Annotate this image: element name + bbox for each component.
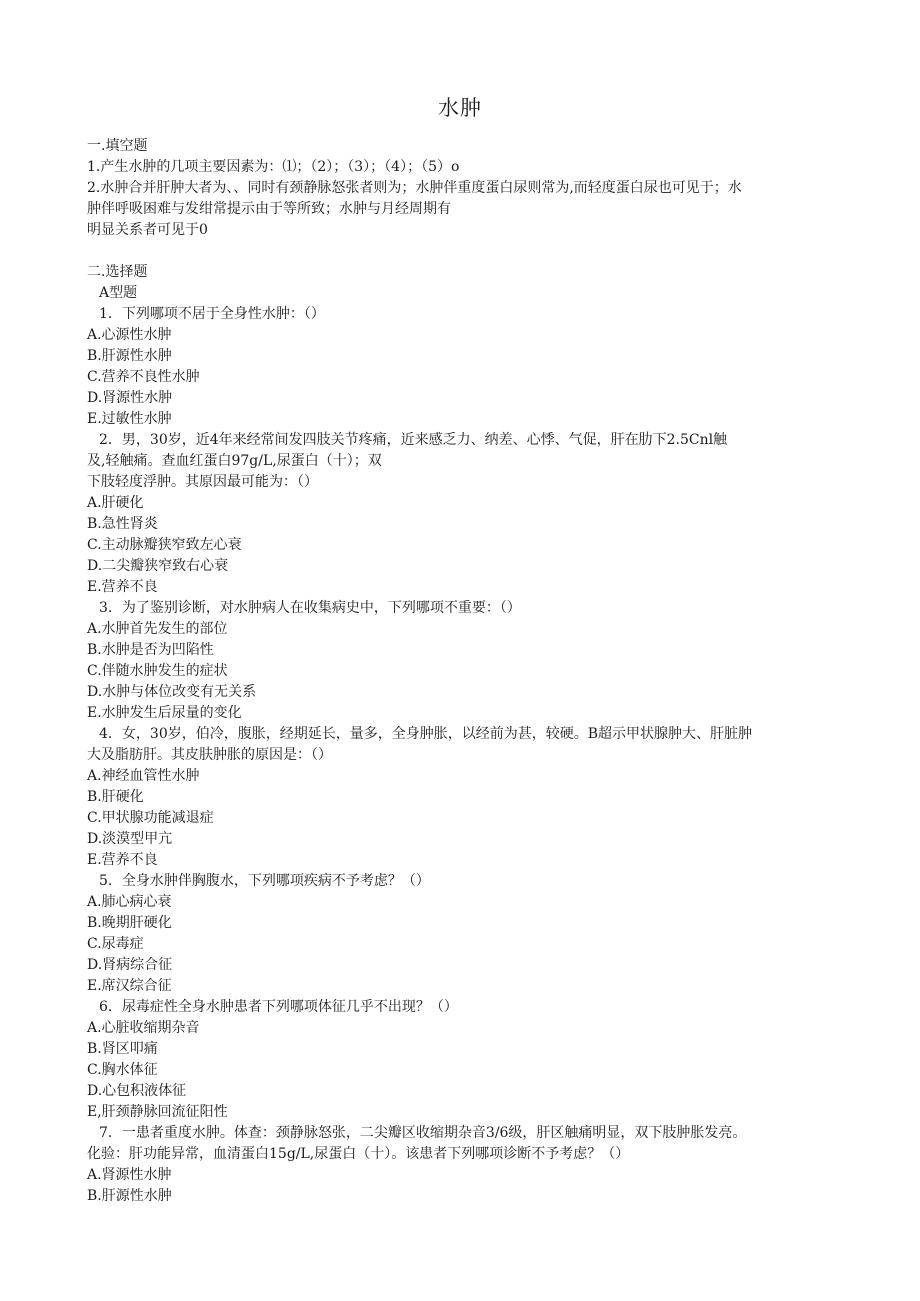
option-line: C.伴随水肿发生的症状 [87,663,228,679]
option-line: E.水肿发生后尿量的变化 [87,705,242,721]
option-line: E.过敏性水肿 [87,411,172,427]
question-line: 2．男，30岁，近4年来经常间发四肢关节疼痛，近来感乏力、纳差、心悸、气促，肝在肋下2.5Cnl触 [99,432,728,448]
page-title: 水肿 [438,96,482,120]
question-text: 明显关系者可见于0 [87,222,208,238]
subheading-a-type: A型题 [99,285,138,301]
spacer [87,241,832,262]
question-line: 化验：肝功能异常，血清蛋白15g/L,尿蛋白（十）。该患者下列哪项诊断不予考虑？（） [87,1146,630,1162]
option-line: B.肝源性水肿 [87,1188,172,1204]
question-line: 大及脂肪肝。其皮肤肿胀的原因是：（） [87,747,332,763]
option-line: A.心脏收缩期杂音 [87,1020,200,1036]
question-line: 4．女，30岁，伯冷，腹胀，经期延长，量多，全身肿胀，以经前为甚，较硬。B超示甲状腺肿大、肝脏肿 [99,726,753,742]
option-line: B.肝源性水肿 [87,348,172,364]
option-line: B.急性肾炎 [87,516,158,532]
option-line: E,肝颈静脉回流征阳性 [87,1104,228,1120]
option-line: B.晚期肝硬化 [87,915,172,931]
question-text: 肿伴呼吸困难与发绀常提示由于等所致；水肿与月经周期有 [87,201,451,217]
option-line: A.肝硬化 [87,495,144,511]
option-line: B.肾区叩痛 [87,1041,158,1057]
option-line: C.尿毒症 [87,936,144,952]
option-line: A.心源性水肿 [87,327,172,343]
option-line: A.水肿首先发生的部位 [87,621,228,637]
option-line: C.主动脉瓣狭窄致左心衰 [87,537,242,553]
option-line: E.营养不良 [87,852,158,868]
question-line: 3．为了鉴别诊断，对水肿病人在收集病史中，下列哪项不重要：（） [99,600,521,616]
option-line: D.二尖瓣狭窄致右心衰 [87,558,229,574]
option-line: C.营养不良性水肿 [87,369,200,385]
option-line: A.肺心病心衰 [87,894,172,910]
question-line: 6．尿毒症性全身水肿患者下列哪项体征几乎不出现？（） [99,999,458,1015]
option-line: C.甲状腺功能减退症 [87,810,214,826]
option-line: A.神经血管性水肿 [87,768,200,784]
option-line: D.肾病综合征 [87,957,173,973]
option-line: E.营养不良 [87,579,158,595]
question-line: 1．下列哪项不居于全身性水肿：（） [99,306,325,322]
document-body [87,136,832,1207]
question-text: 1.产生水肿的几项主要因素为：⑴；（2）；（3）；（4）；（5）o [87,159,460,175]
option-line: A.肾源性水肿 [87,1167,172,1183]
question-line: 下肢轻度浮肿。其原因最可能为：（） [87,474,318,490]
option-line: E.席汉综合征 [87,978,172,994]
section-heading-fill-blank: 一.填空题 [87,138,148,154]
option-line: C.胸水体征 [87,1062,158,1078]
question-text: 2.水肿合并肝肿大者为、、同时有颈静脉怒张者则为；水肿伴重度蛋白尿则常为,而轻度蛋白尿也可见于；水 [87,180,742,196]
question-line: 7．一患者重度水肿。体查：颈静脉怒张，二尖瓣区收缩期杂音3/6级，肝区触痛明显，双下肢肿胀发亮。 [99,1125,747,1141]
option-line: B.水肿是否为凹陷性 [87,642,214,658]
option-line: D.心包积液体征 [87,1083,187,1099]
option-line: D.淡漠型甲亢 [87,831,173,847]
section-heading-multiple-choice: 二.选择题 [87,264,148,280]
option-line: D.水肿与体位改变有无关系 [87,684,257,700]
question-line: 及,轻触痛。查血红蛋白97g/L,尿蛋白（十）；双 [87,453,382,469]
option-line: D.肾源性水肿 [87,390,173,406]
question-line: 5．全身水肿伴胸腹水，下列哪项疾病不予考虑？（） [99,873,430,889]
option-line: B.肝硬化 [87,789,144,805]
